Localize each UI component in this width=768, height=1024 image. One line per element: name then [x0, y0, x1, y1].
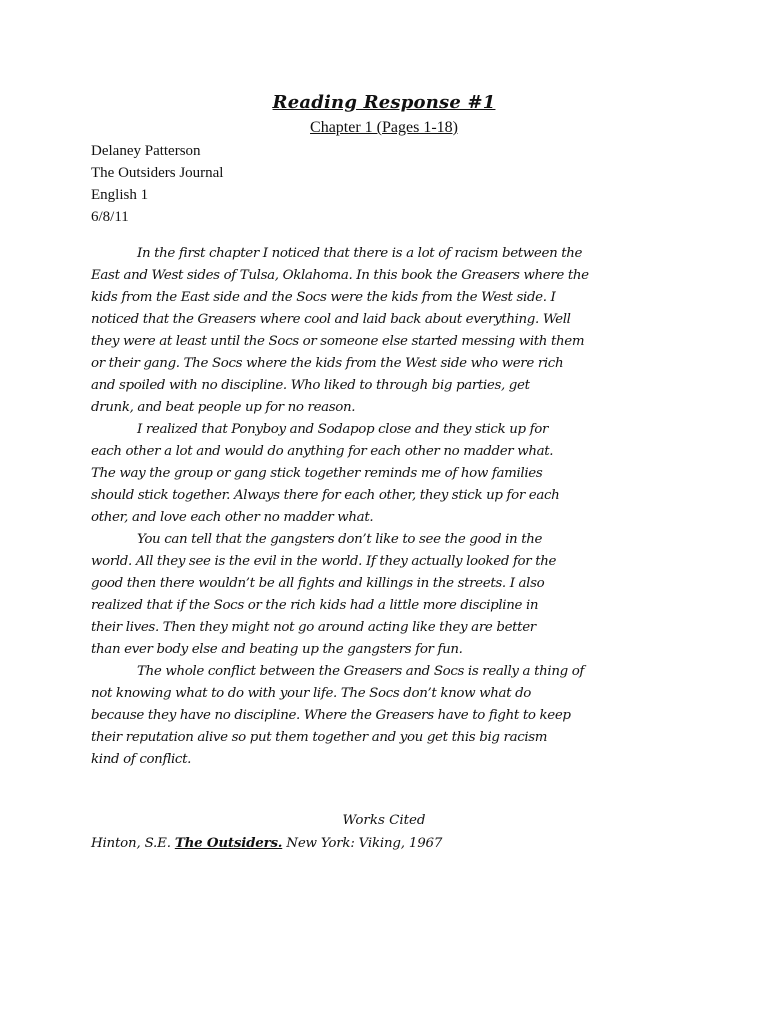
body-line: The way the group or gang stick together reminds me of how families [91, 466, 543, 481]
body-line: or their gang. The Socs where the kids from the West side who were rich [91, 356, 564, 371]
body-line: world. All they see is the evil in the world. If they actually looked for the [91, 554, 557, 569]
body-line: other, and love each other no madder what. [91, 510, 374, 525]
citation-publication: New York: Viking, 1967 [282, 836, 443, 851]
body-line: I realized that Ponyboy and Sodapop close and they stick up for [137, 422, 549, 437]
page-title: Reading Response #1 [272, 92, 496, 113]
author-header [91, 140, 223, 228]
journal-name: The Outsiders Journal [91, 165, 224, 181]
body-line: kids from the East side and the Socs were the kids from the West side. I [91, 290, 556, 305]
body-line: drunk, and beat people up for no reason. [91, 400, 356, 415]
course-name: English 1 [91, 187, 149, 203]
body-line: they were at least until the Socs or someone else started messing with them [91, 334, 585, 349]
page-subtitle: Chapter 1 (Pages 1-18) [310, 119, 458, 136]
citation-author: Hinton, S.E. [91, 836, 175, 851]
response-body [91, 243, 691, 771]
body-line: their reputation alive so put them together and you get this big racism [91, 730, 548, 745]
body-line: their lives. Then they might not go around acting like they are better [91, 620, 536, 635]
body-line: In the first chapter I noticed that there is a lot of racism between the [137, 246, 583, 261]
citation [91, 835, 442, 851]
body-line: not knowing what to do with your life. The Socs don’t know what do [91, 686, 532, 701]
body-line: noticed that the Greasers where cool and laid back about everything. Well [91, 312, 571, 327]
body-line: good then there wouldn’t be all fights and killings in the streets. I also [91, 576, 545, 591]
document-date: 6/8/11 [91, 209, 129, 225]
author-name: Delaney Patterson [91, 143, 201, 159]
body-line: East and West sides of Tulsa, Oklahoma. In this book the Greasers where the [91, 268, 589, 283]
body-line: You can tell that the gangsters don’t like to see the good in the [137, 532, 543, 547]
body-line: realized that if the Socs or the rich kids had a little more discipline in [91, 598, 539, 613]
body-line: because they have no discipline. Where the Greasers have to fight to keep [91, 708, 571, 723]
body-line: kind of conflict. [91, 752, 192, 767]
body-line: and spoiled with no discipline. Who liked to through big parties, get [91, 378, 530, 393]
body-line: should stick together. Always there for each other, they stick up for each [91, 488, 560, 503]
body-line: each other a lot and would do anything for each other no madder what. [91, 444, 554, 459]
works-cited-heading: Works Cited [342, 813, 426, 828]
body-line: The whole conflict between the Greasers and Socs is really a thing of [137, 664, 585, 679]
body-line: than ever body else and beating up the gangsters for fun. [91, 642, 463, 657]
citation-book-title: The Outsiders. [174, 835, 283, 851]
